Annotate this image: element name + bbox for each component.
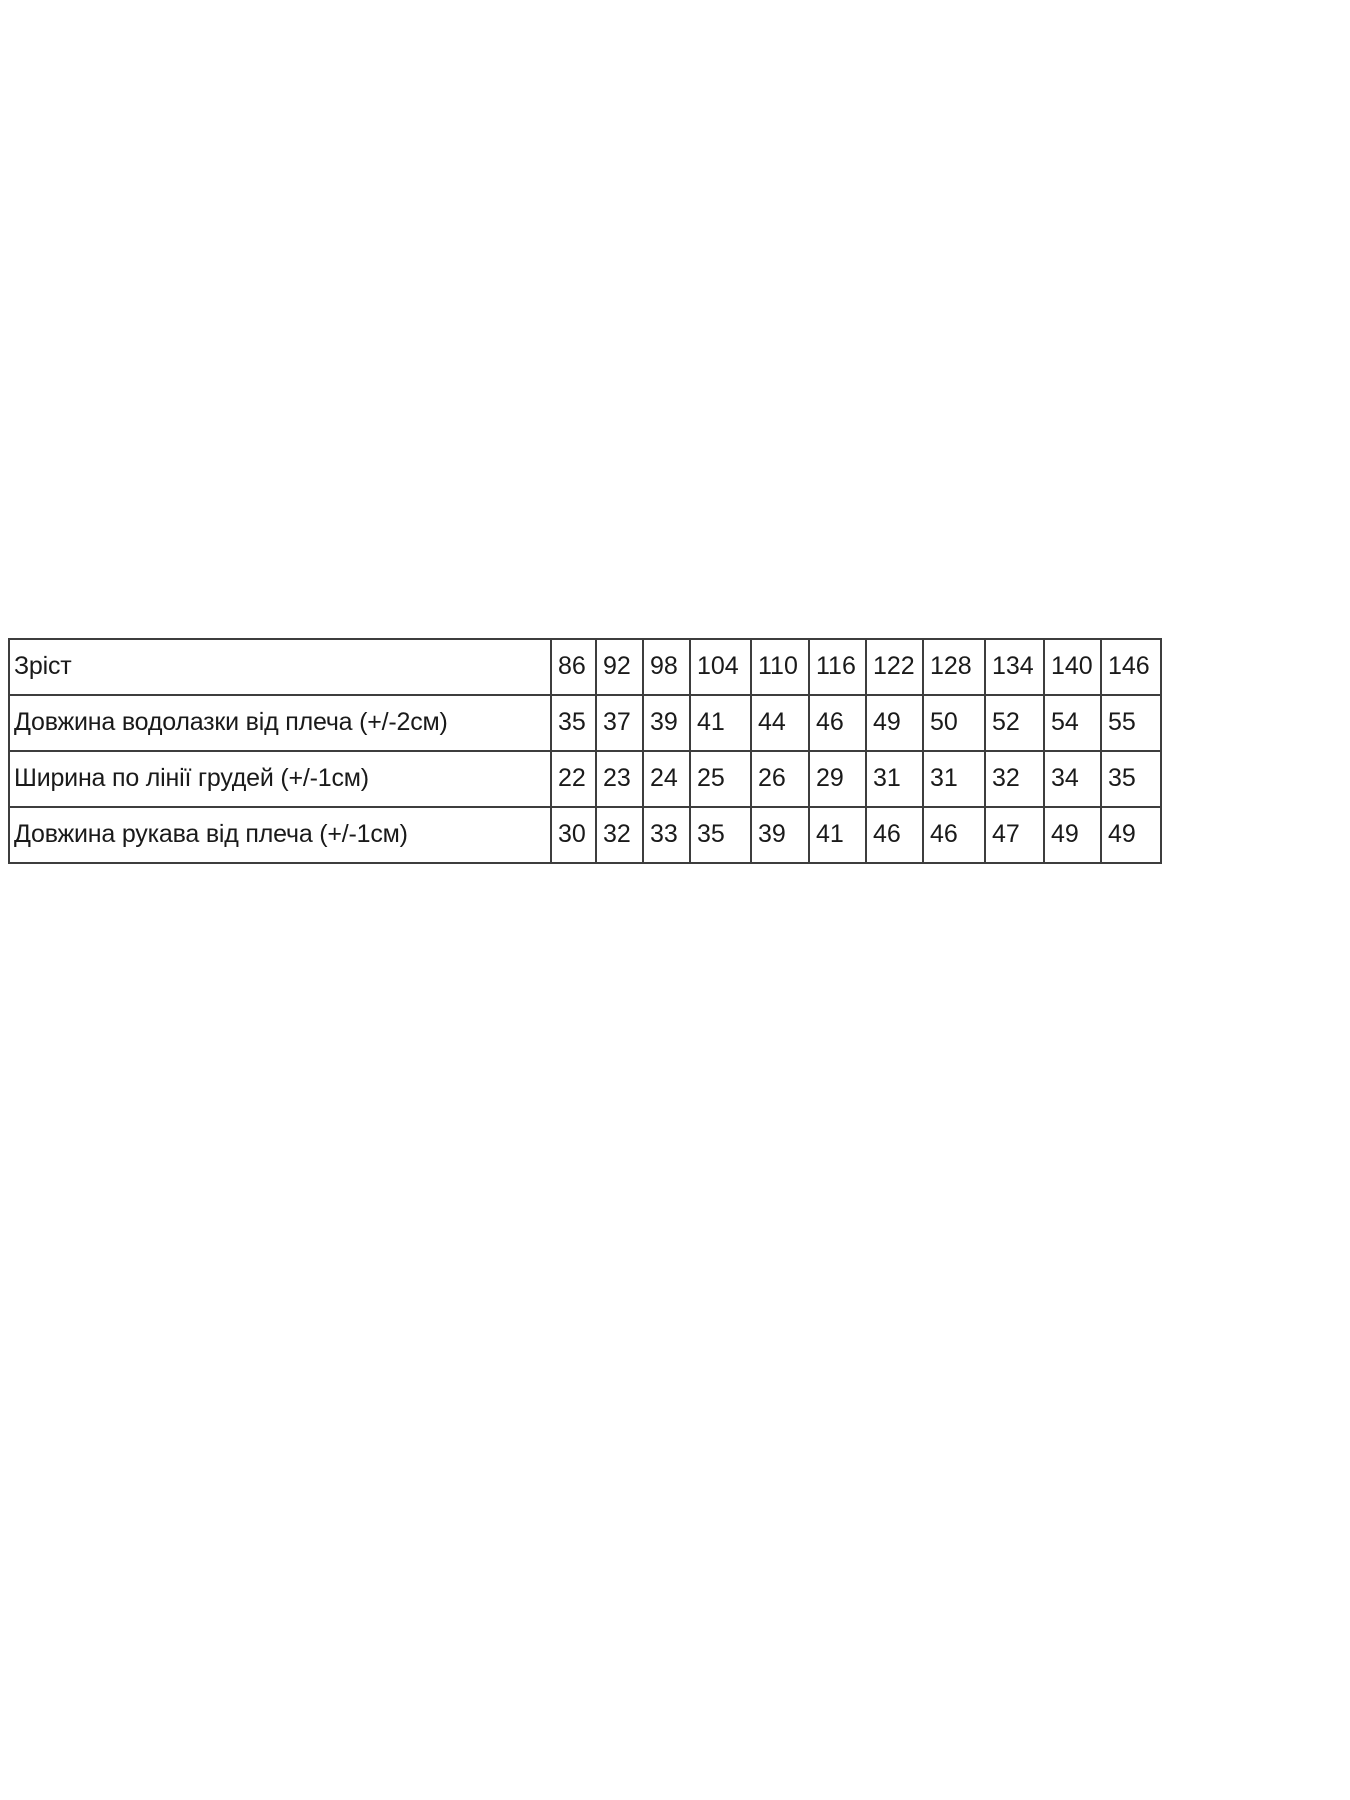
table-cell: 39	[643, 695, 690, 751]
table-cell: 35	[551, 695, 596, 751]
table-cell: 49	[1101, 807, 1161, 863]
table-cell: 32	[985, 751, 1044, 807]
table-cell: 23	[596, 751, 643, 807]
table-cell: 46	[866, 807, 923, 863]
table-cell: 140	[1044, 639, 1101, 695]
row-label: Ширина по лінії грудей (+/-1см)	[9, 751, 551, 807]
table-row	[9, 695, 1161, 751]
table-cell: 46	[923, 807, 985, 863]
table-cell: 22	[551, 751, 596, 807]
table-cell: 39	[751, 807, 809, 863]
table-row	[9, 751, 1161, 807]
table-cell: 35	[1101, 751, 1161, 807]
table-cell: 31	[923, 751, 985, 807]
row-label: Довжина рукава від плеча (+/-1см)	[9, 807, 551, 863]
table-cell: 54	[1044, 695, 1101, 751]
table-cell: 30	[551, 807, 596, 863]
table-cell: 31	[866, 751, 923, 807]
table-cell: 110	[751, 639, 809, 695]
table-cell: 33	[643, 807, 690, 863]
row-label: Зріст	[9, 639, 551, 695]
size-chart-container	[8, 638, 1160, 864]
table-cell: 34	[1044, 751, 1101, 807]
table-cell: 49	[1044, 807, 1101, 863]
table-cell: 26	[751, 751, 809, 807]
table-cell: 44	[751, 695, 809, 751]
table-cell: 41	[690, 695, 751, 751]
table-cell: 49	[866, 695, 923, 751]
table-cell: 146	[1101, 639, 1161, 695]
table-row	[9, 807, 1161, 863]
table-cell: 55	[1101, 695, 1161, 751]
table-cell: 122	[866, 639, 923, 695]
table-cell: 25	[690, 751, 751, 807]
table-cell: 35	[690, 807, 751, 863]
table-cell: 29	[809, 751, 866, 807]
table-cell: 52	[985, 695, 1044, 751]
table-row	[9, 639, 1161, 695]
table-cell: 116	[809, 639, 866, 695]
table-cell: 98	[643, 639, 690, 695]
table-cell: 24	[643, 751, 690, 807]
row-label: Довжина водолазки від плеча (+/-2см)	[9, 695, 551, 751]
table-cell: 46	[809, 695, 866, 751]
table-cell: 32	[596, 807, 643, 863]
table-cell: 41	[809, 807, 866, 863]
table-cell: 128	[923, 639, 985, 695]
table-cell: 86	[551, 639, 596, 695]
size-chart-table	[8, 638, 1162, 864]
table-cell: 92	[596, 639, 643, 695]
table-cell: 104	[690, 639, 751, 695]
table-cell: 134	[985, 639, 1044, 695]
table-cell: 47	[985, 807, 1044, 863]
table-cell: 50	[923, 695, 985, 751]
table-cell: 37	[596, 695, 643, 751]
